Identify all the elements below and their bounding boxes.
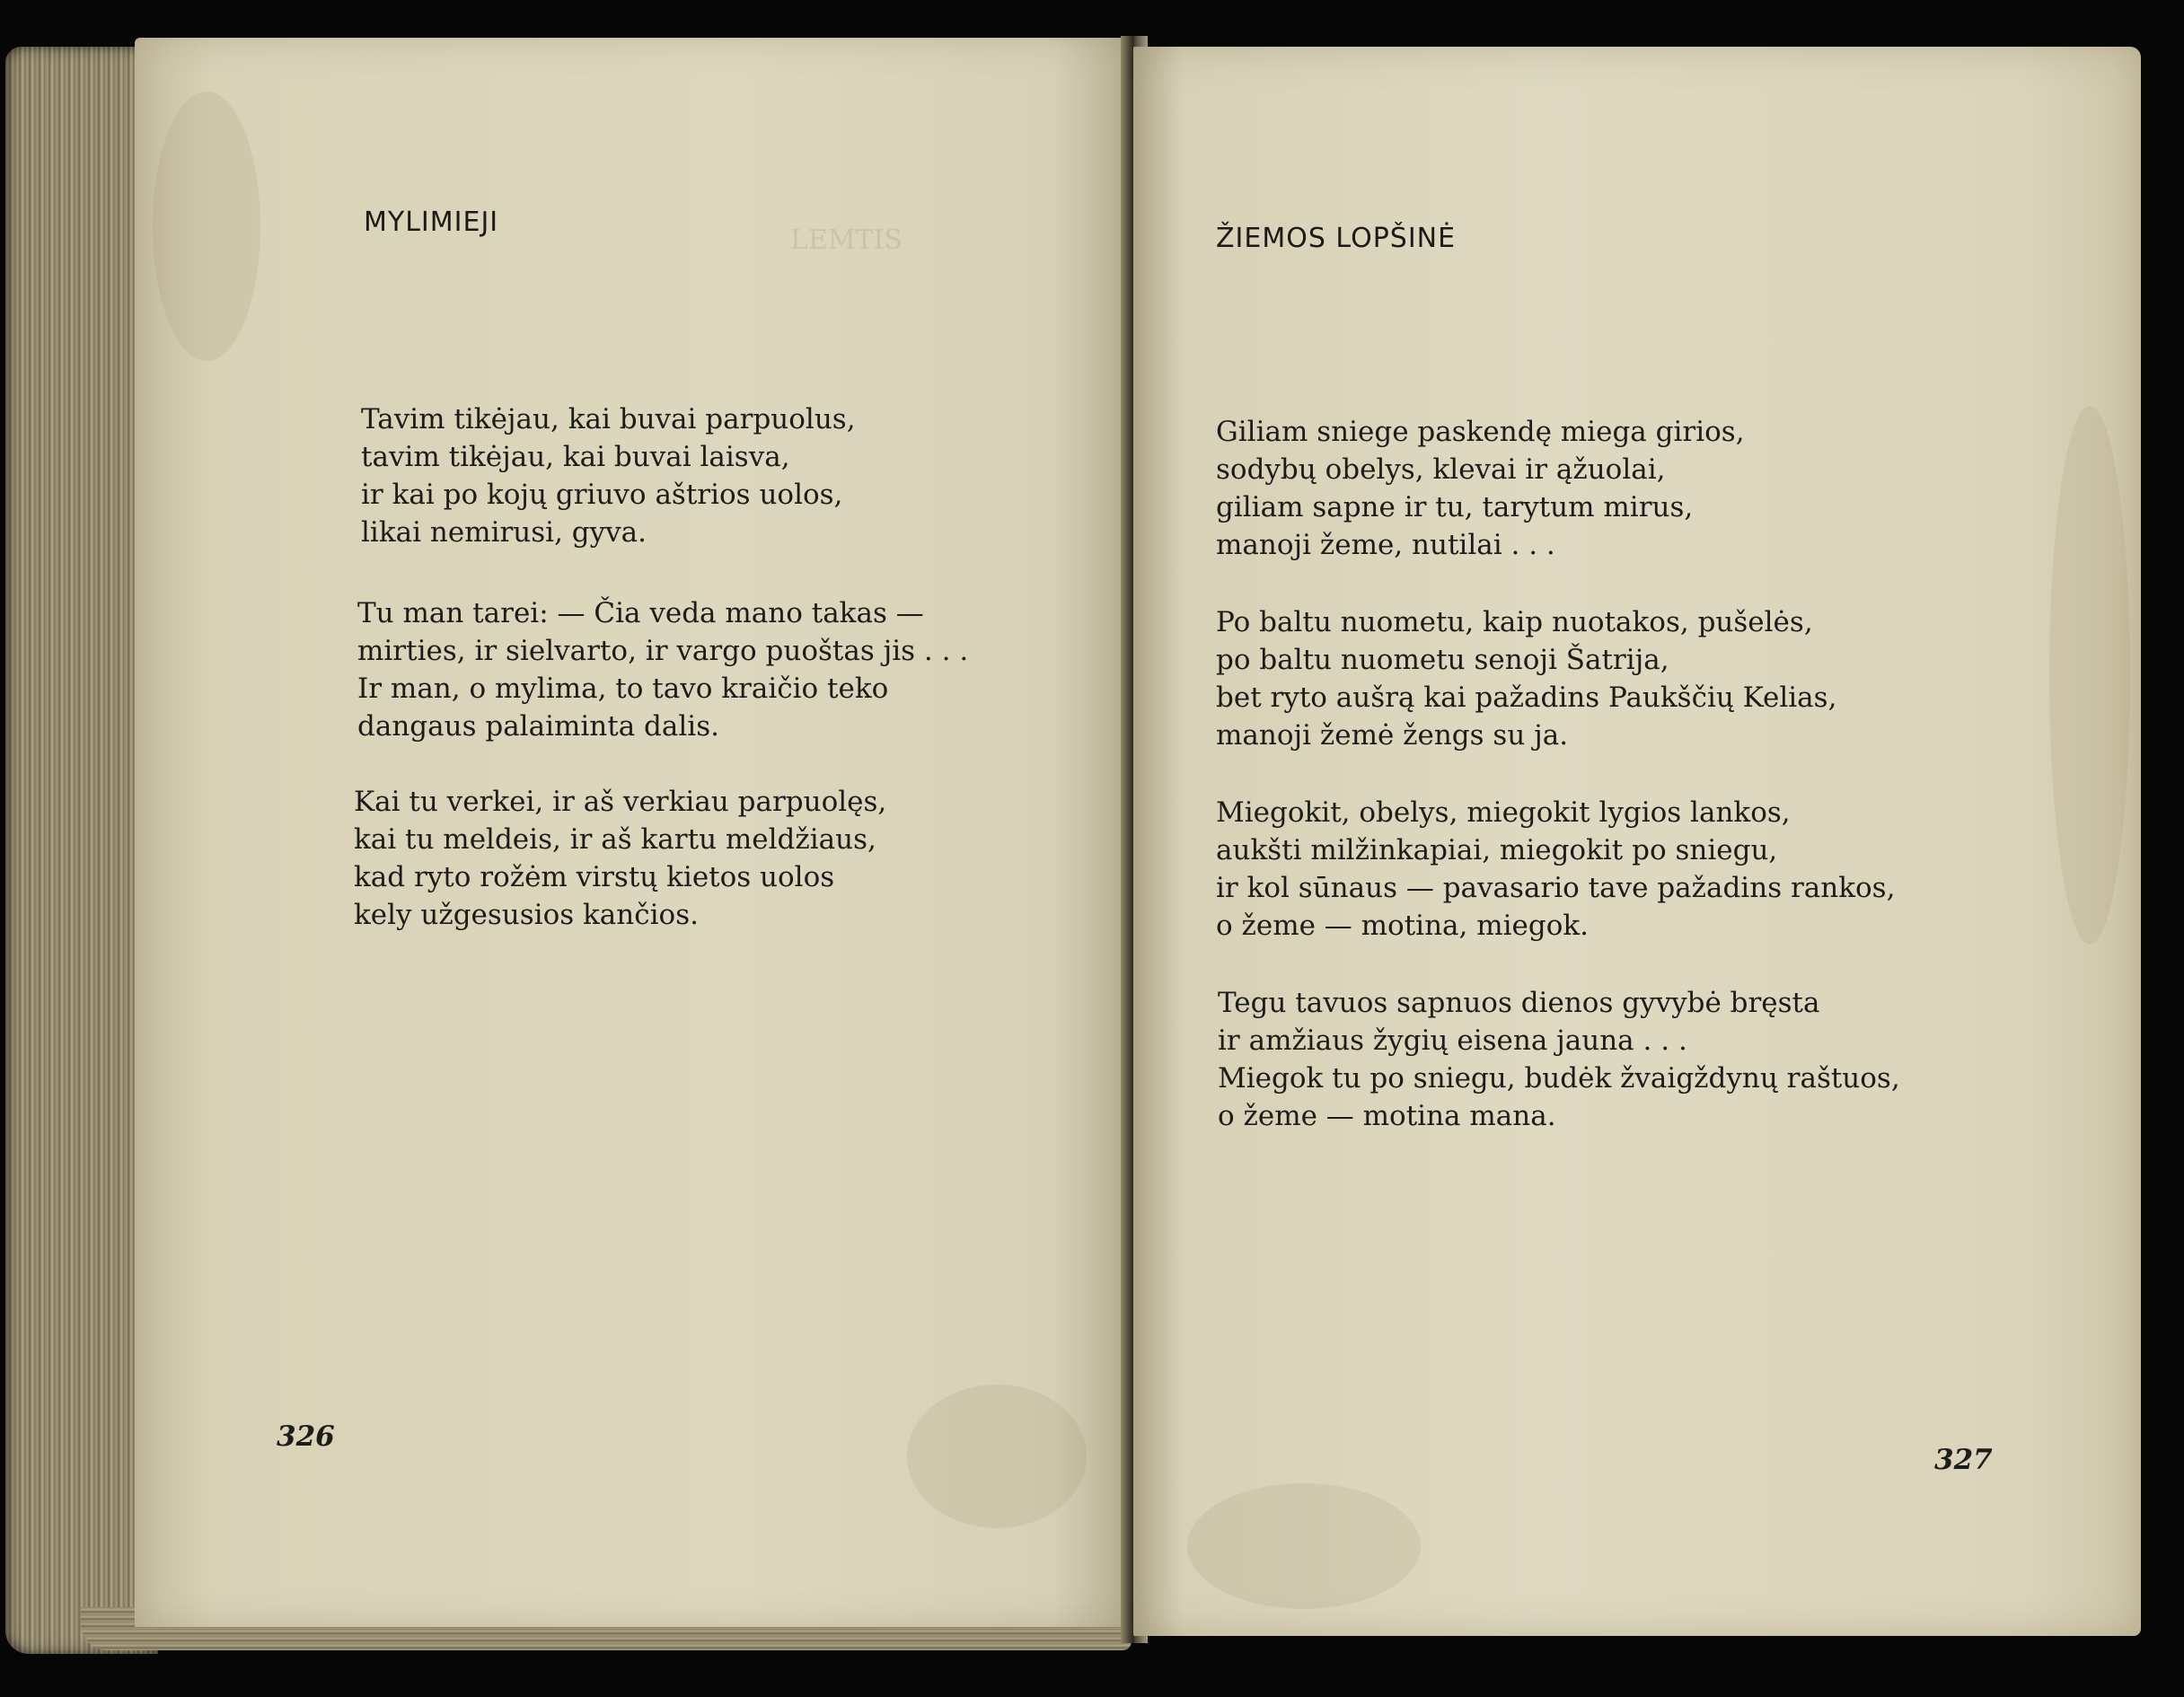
page-number: 327 — [1934, 1444, 1993, 1476]
paper-stain — [1187, 1483, 1421, 1609]
poem-line: o žeme — motina mana. — [1218, 1100, 1556, 1132]
poem-line: Miegokit, obelys, miegokit lygios lankos, — [1216, 796, 1791, 829]
stanza — [1216, 794, 1895, 945]
poem-line: Kai tu verkei, ir aš verkiau parpuolęs, — [354, 786, 887, 818]
poem-line: Miegok tu po sniegu, budėk žvaigždynų raštuos, — [1218, 1062, 1900, 1095]
poem-line: Tegu tavuos sapnuos dienos gyvybė bręsta — [1218, 987, 1820, 1019]
poem-line: ir kol sūnaus — pavasario tave pažadins rankos, — [1216, 872, 1896, 904]
stanza — [1216, 413, 1745, 564]
poem-line: ir kai po kojų griuvo aštrios uolos, — [361, 479, 843, 511]
paper-stain — [153, 92, 260, 361]
poem-line: kai tu meldeis, ir aš kartu meldžiaus, — [354, 823, 876, 856]
right-page — [1133, 47, 2141, 1636]
stanza — [357, 594, 968, 745]
poem-line: o žeme — motina, miegok. — [1216, 910, 1590, 942]
poem-line: Giliam sniege paskendę miega girios, — [1216, 416, 1745, 448]
paper-stain — [907, 1385, 1087, 1528]
poem-line: likai nemirusi, gyva. — [361, 516, 647, 549]
stanza — [354, 783, 886, 934]
poem-line: tavim tikėjau, kai buvai laisva, — [361, 441, 790, 473]
poem-line: Po baltu nuometu, kaip nuotakos, pušelės, — [1216, 606, 1813, 638]
page-number: 326 — [277, 1420, 335, 1453]
poem-line: mirties, ir sielvarto, ir vargo puoštas jis . . . — [357, 635, 969, 667]
poem-line: sodybų obelys, klevai ir ąžuolai, — [1216, 453, 1666, 486]
poem-line: Tavim tikėjau, kai buvai parpuolus, — [361, 403, 856, 435]
poem-line: kely užgesusios kančios. — [354, 899, 699, 931]
poem-line: kad ryto rožėm virstų kietos uolos — [354, 861, 835, 893]
poem-line: bet ryto aušrą kai pažadins Paukščių Kelias, — [1216, 681, 1837, 714]
stanza — [1218, 984, 1900, 1135]
left-page — [135, 38, 1132, 1627]
show-through-text: LEMTIS — [790, 224, 903, 256]
poem-title: MYLIMIEJI — [364, 207, 499, 238]
poem-line: Tu man tarei: — Čia veda mano takas — — [357, 597, 924, 629]
paper-stain — [2049, 406, 2130, 945]
poem-line: manoji žeme, nutilai . . . — [1216, 529, 1555, 561]
poem-line: giliam sapne ir tu, tarytum mirus, — [1216, 491, 1694, 523]
poem-line: dangaus palaiminta dalis. — [357, 710, 719, 743]
poem-line: ir amžiaus žygių eisena jauna . . . — [1218, 1024, 1687, 1057]
poem-line: po baltu nuometu senoji Šatrija, — [1216, 644, 1669, 676]
stanza — [1216, 603, 1836, 754]
poem-title: ŽIEMOS LOPŠINĖ — [1216, 223, 1457, 254]
stanza — [361, 400, 856, 551]
poem-line: manoji žemė žengs su ja. — [1216, 719, 1569, 752]
poem-line: aukšti milžinkapiai, miegokit po sniegu, — [1216, 834, 1778, 866]
poem-line: Ir man, o mylima, to tavo kraičio teko — [357, 673, 889, 705]
